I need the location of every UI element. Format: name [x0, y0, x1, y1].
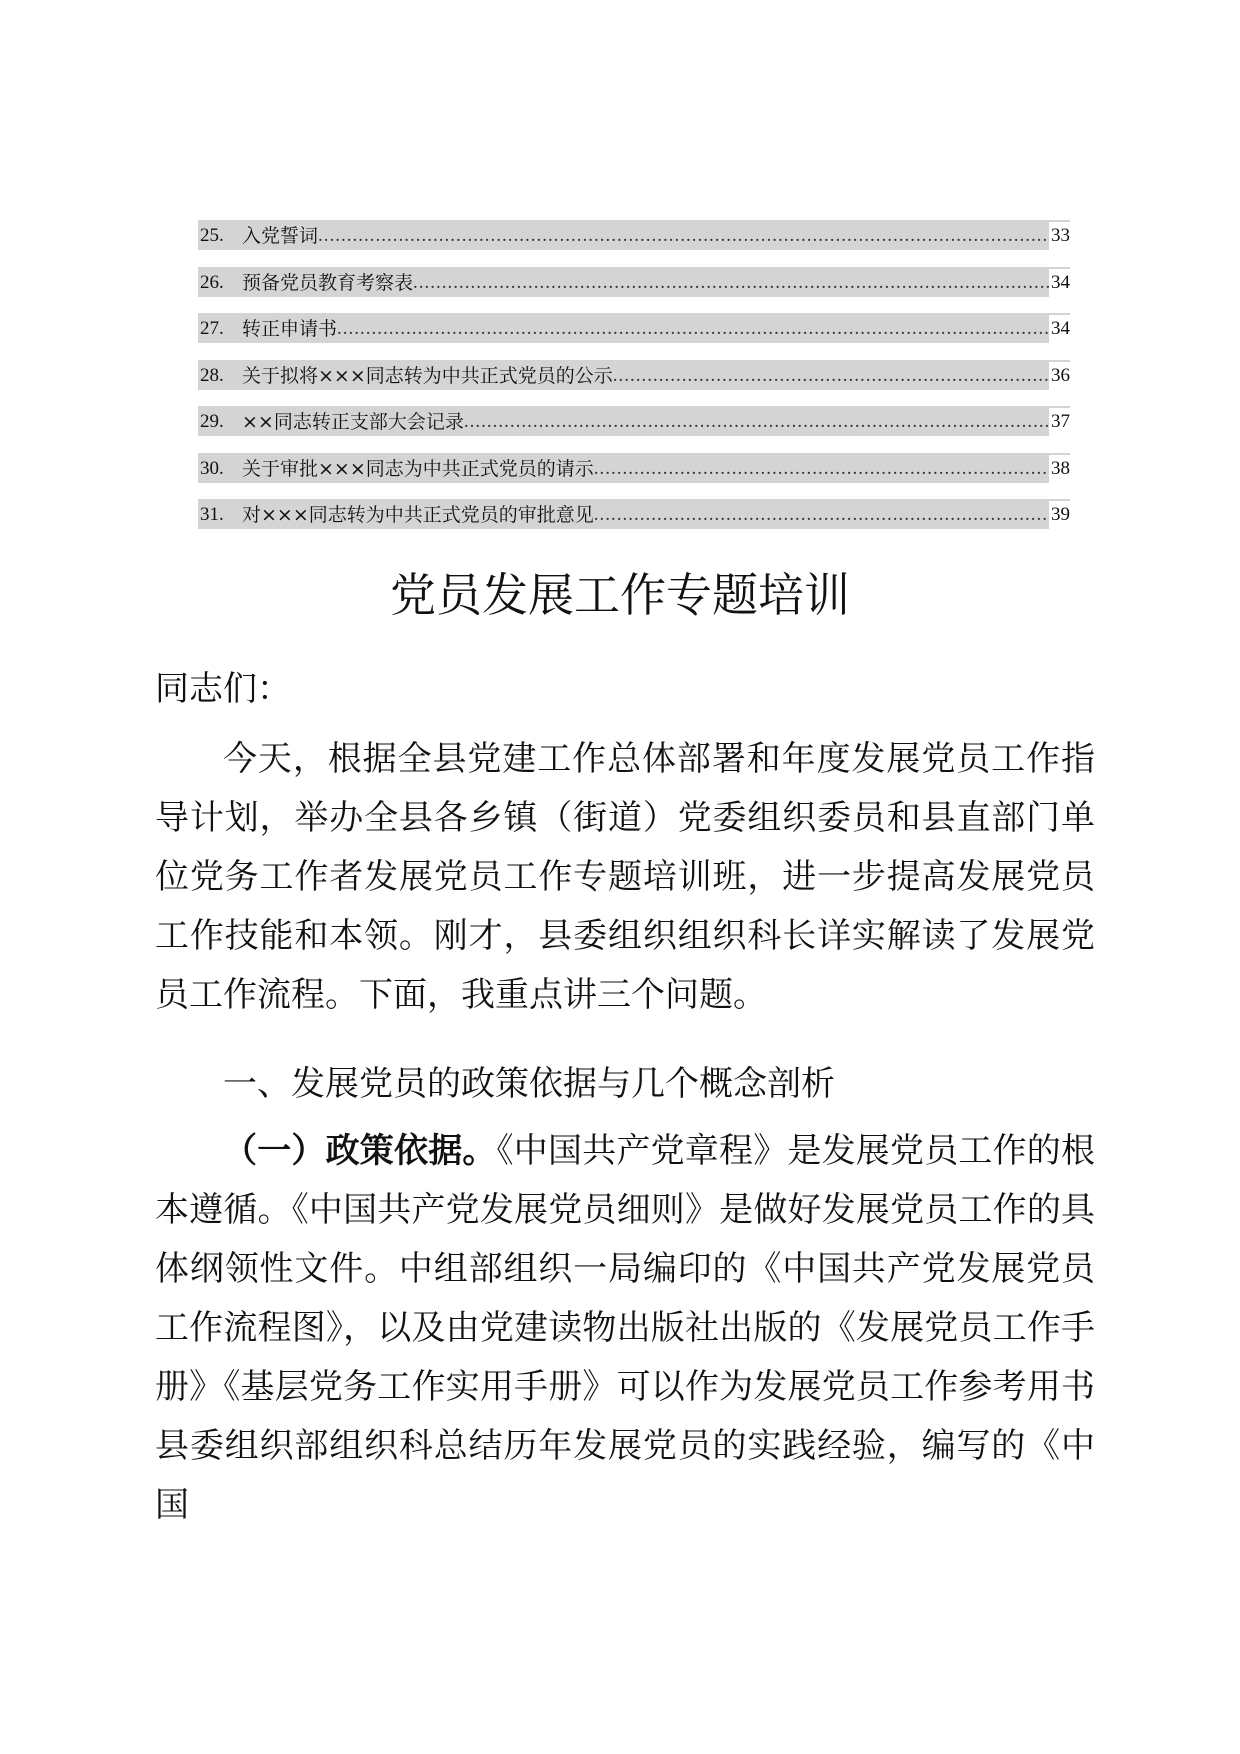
- toc-entry-title: 关于审批×××同志为中共正式党员的请示: [242, 457, 594, 480]
- toc-entry-title: 入党誓词: [242, 225, 319, 247]
- toc-entry-title: 对×××同志转为中共正式党员的审批意见: [242, 504, 594, 526]
- toc-entry-28[interactable]: [198, 360, 1070, 390]
- toc-entry-27[interactable]: [198, 313, 1070, 343]
- toc-entry-29[interactable]: [198, 406, 1070, 436]
- toc-entry-number: 31.: [200, 504, 224, 525]
- toc-entry-title: 转正申请书: [242, 318, 338, 340]
- toc-entry-title: ××同志转正支部大会记录: [242, 411, 464, 433]
- table-of-contents: [198, 220, 1070, 546]
- policy-paragraph-body: 《中国共产党章程》是发展党员工作的根本遵循。《中国共产党发展党员细则》是做好发展党员工作的具体纲领性文件。中组部组织一局编印的《中国共产党发展党员工作流程图》，以及由党建读物出版社出版的《发展党员工作手册》《基层党务工作实用手册》可以作为发展党员工作参考用书县委组织部组织科总结历年发展党员的实践经验，编写的《中国: [155, 1131, 1096, 1525]
- toc-entry-26[interactable]: [198, 267, 1070, 297]
- section-heading: 一、发展党员的政策依据与几个概念剖析: [223, 1064, 835, 1104]
- toc-entry-number: 27.: [200, 318, 224, 339]
- toc-leader-dots: [413, 269, 1049, 297]
- toc-leader-dots: [318, 222, 1049, 250]
- document-title: 党员发展工作专题培训: [390, 568, 850, 622]
- greeting: 同志们：: [155, 669, 291, 709]
- policy-paragraph: [155, 1122, 1095, 1535]
- toc-leader-dots: [464, 408, 1049, 436]
- toc-entry-number: 26.: [200, 271, 224, 293]
- toc-entry-title: 关于拟将×××同志转为中共正式党员的公示: [242, 364, 613, 387]
- toc-entry-25[interactable]: [198, 220, 1070, 250]
- toc-entry-30[interactable]: [198, 453, 1070, 483]
- toc-leader-dots: [337, 315, 1049, 343]
- toc-leader-dots: [613, 362, 1049, 390]
- toc-entry-number: 29.: [200, 411, 224, 432]
- toc-leader-dots: [594, 501, 1049, 529]
- toc-entry-number: 25.: [200, 225, 224, 246]
- toc-entry-page: 34: [1049, 269, 1070, 297]
- intro-paragraph: 今天，根据全县党建工作总体部署和年度发展党员工作指导计划，举办全县各乡镇（街道）党委组织委员和县直部门单位党务工作者发展党员工作专题培训班，进一步提高发展党员工作技能和本领。刚才，县委组织组织科长详实解读了发展党员工作流程。下面，我重点讲三个问题。: [155, 739, 1095, 1015]
- toc-entry-page: 38: [1049, 455, 1070, 483]
- toc-entry-page: 36: [1049, 362, 1070, 390]
- toc-entry-number: 28.: [200, 364, 224, 386]
- toc-entry-page: 39: [1049, 501, 1070, 529]
- subsection-heading: （一）政策依据。: [223, 1131, 497, 1171]
- toc-entry-page: 34: [1049, 315, 1070, 343]
- toc-entry-page: 33: [1049, 222, 1070, 250]
- toc-entry-page: 37: [1049, 408, 1070, 436]
- toc-entry-number: 30.: [200, 457, 224, 479]
- toc-leader-dots: [594, 455, 1049, 483]
- toc-entry-title: 预备党员教育考察表: [242, 271, 414, 294]
- toc-entry-31[interactable]: [198, 499, 1070, 529]
